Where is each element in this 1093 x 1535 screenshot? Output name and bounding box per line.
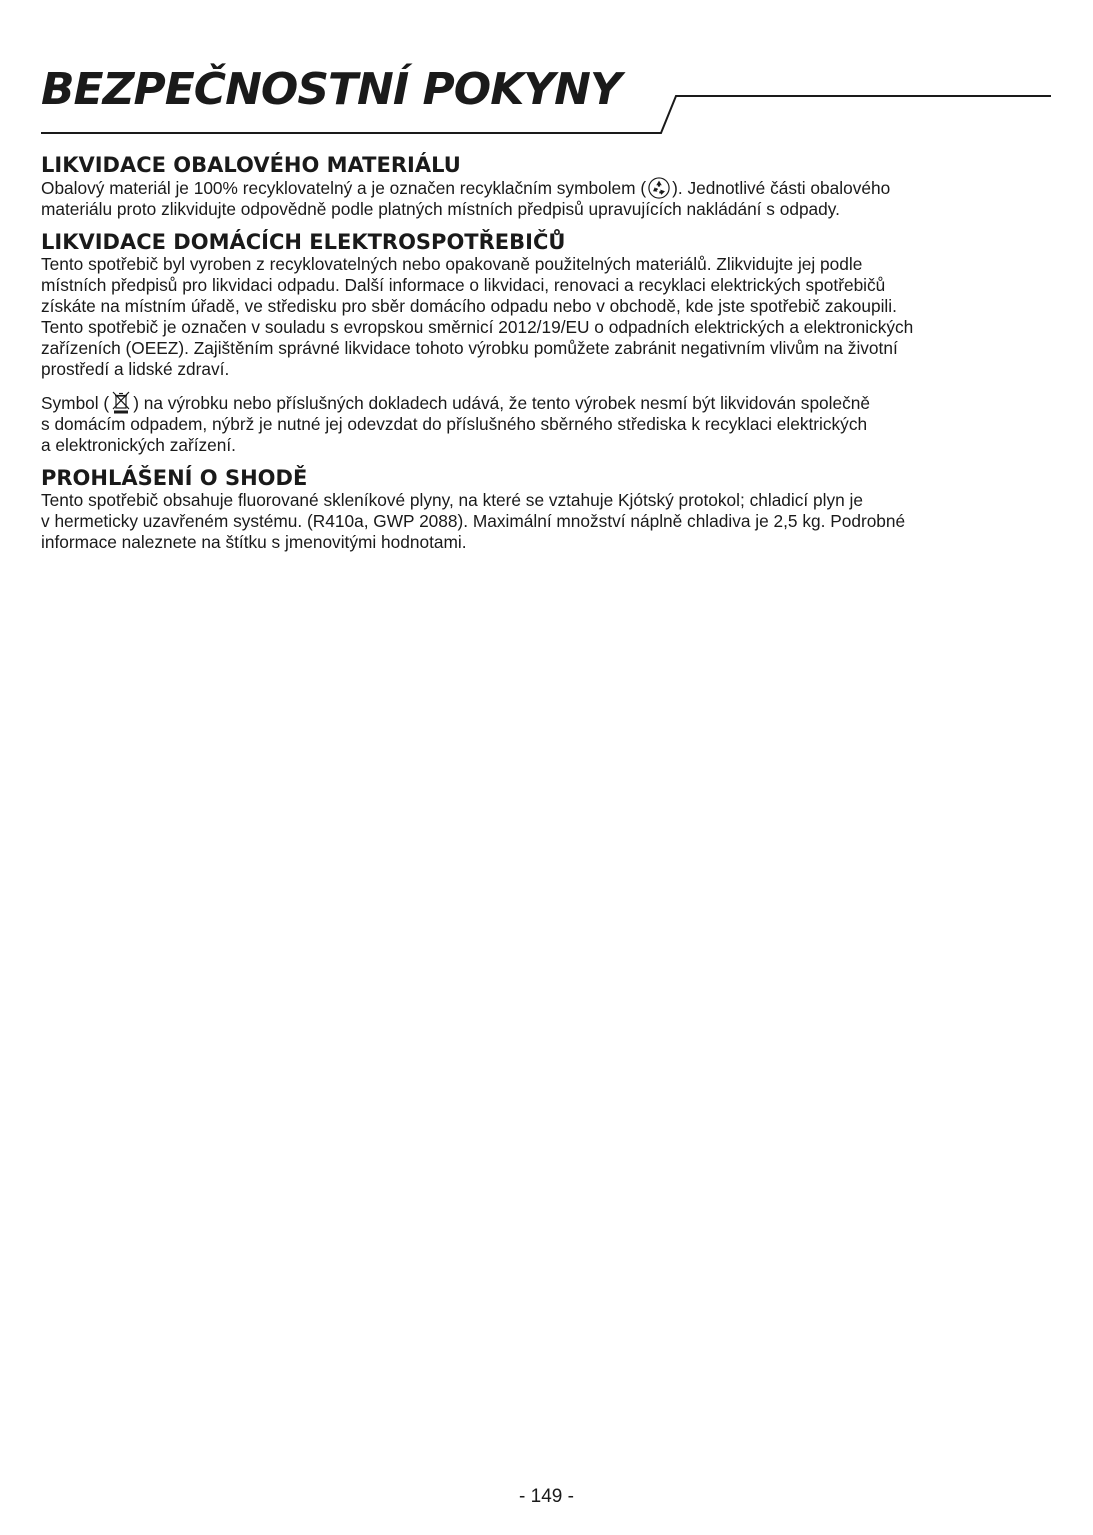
paragraph-line: informace naleznete na štítku s jmenovitými hodnotami.	[41, 532, 467, 552]
section-heading: LIKVIDACE DOMÁCÍCH ELEKTROSPOTŘEBIČŮ	[41, 230, 566, 254]
page-number: - 149 -	[519, 1486, 574, 1507]
page-title: BEZPEČNOSTNÍ POKYNY	[41, 64, 621, 115]
section-heading: PROHLÁŠENÍ O SHODĚ	[41, 466, 308, 490]
recycle-icon	[648, 177, 670, 199]
paragraph-line: a elektronických zařízení.	[41, 435, 236, 455]
paragraph-line: materiálu proto zlikvidujte odpovědně podle platných místních předpisů upravujících nakládání s odpady.	[41, 199, 840, 219]
paragraph-line: v hermeticky uzavřeném systému. (R410a, GWP 2088). Maximální množství náplně chladiva je 2,5 kg. Podrobné	[41, 511, 906, 531]
paragraph-line	[41, 390, 1051, 414]
paragraph	[41, 177, 1051, 220]
paragraph	[41, 254, 1051, 380]
paragraph	[41, 490, 1051, 553]
crossed-bin-icon	[111, 390, 131, 414]
section-declaration-of-conformity	[41, 466, 1051, 553]
page-header	[0, 0, 1093, 140]
paragraph-line	[41, 177, 1051, 199]
section-heading: LIKVIDACE OBALOVÉHO MATERIÁLU	[41, 153, 461, 177]
paragraph-line: Tento spotřebič obsahuje fluorované skleníkové plyny, na které se vztahuje Kjótský protokol; chladicí plyn je	[41, 490, 863, 510]
paragraph-line: získáte na místním úřadě, ve středisku pro sběr domácího odpadu nebo v obchodě, kde jste spotřebič zakoupili.	[41, 296, 897, 316]
paragraph-line: zařízeních (OEEZ). Zajištěním správné likvidace tohoto výrobku pomůžete zabránit negativním vlivům na životní	[41, 338, 898, 358]
section-packaging-disposal	[41, 153, 1051, 220]
paragraph-line: místních předpisů pro likvidaci odpadu. Další informace o likvidaci, renovaci a recyklaci elektrických spotřebičů	[41, 275, 886, 295]
text-run: ) na výrobku nebo příslušných dokladech udává, že tento výrobek nesmí být likvidován společně	[133, 393, 870, 413]
document-body	[41, 153, 1051, 563]
paragraph-line: Tento spotřebič byl vyroben z recyklovatelných nebo opakovaně použitelných materiálů. Zlikvidujte jej podle	[41, 254, 863, 274]
text-run: Symbol (	[41, 393, 110, 413]
text-run: ). Jednotlivé části obalového	[672, 178, 891, 198]
text-run: Obalový materiál je 100% recyklovatelný a je označen recyklačním symbolem (	[41, 178, 647, 198]
paragraph-line: s domácím odpadem, nýbrž je nutné jej odevzdat do příslušného sběrného střediska k recyklaci elektrických	[41, 414, 868, 434]
section-appliance-disposal	[41, 230, 1051, 456]
paragraph-line: Tento spotřebič je označen v souladu s evropskou směrnicí 2012/19/EU o odpadních elektrických a elektronických	[41, 317, 914, 337]
paragraph	[41, 390, 1051, 456]
paragraph-line: prostředí a lidské zdraví.	[41, 359, 230, 379]
